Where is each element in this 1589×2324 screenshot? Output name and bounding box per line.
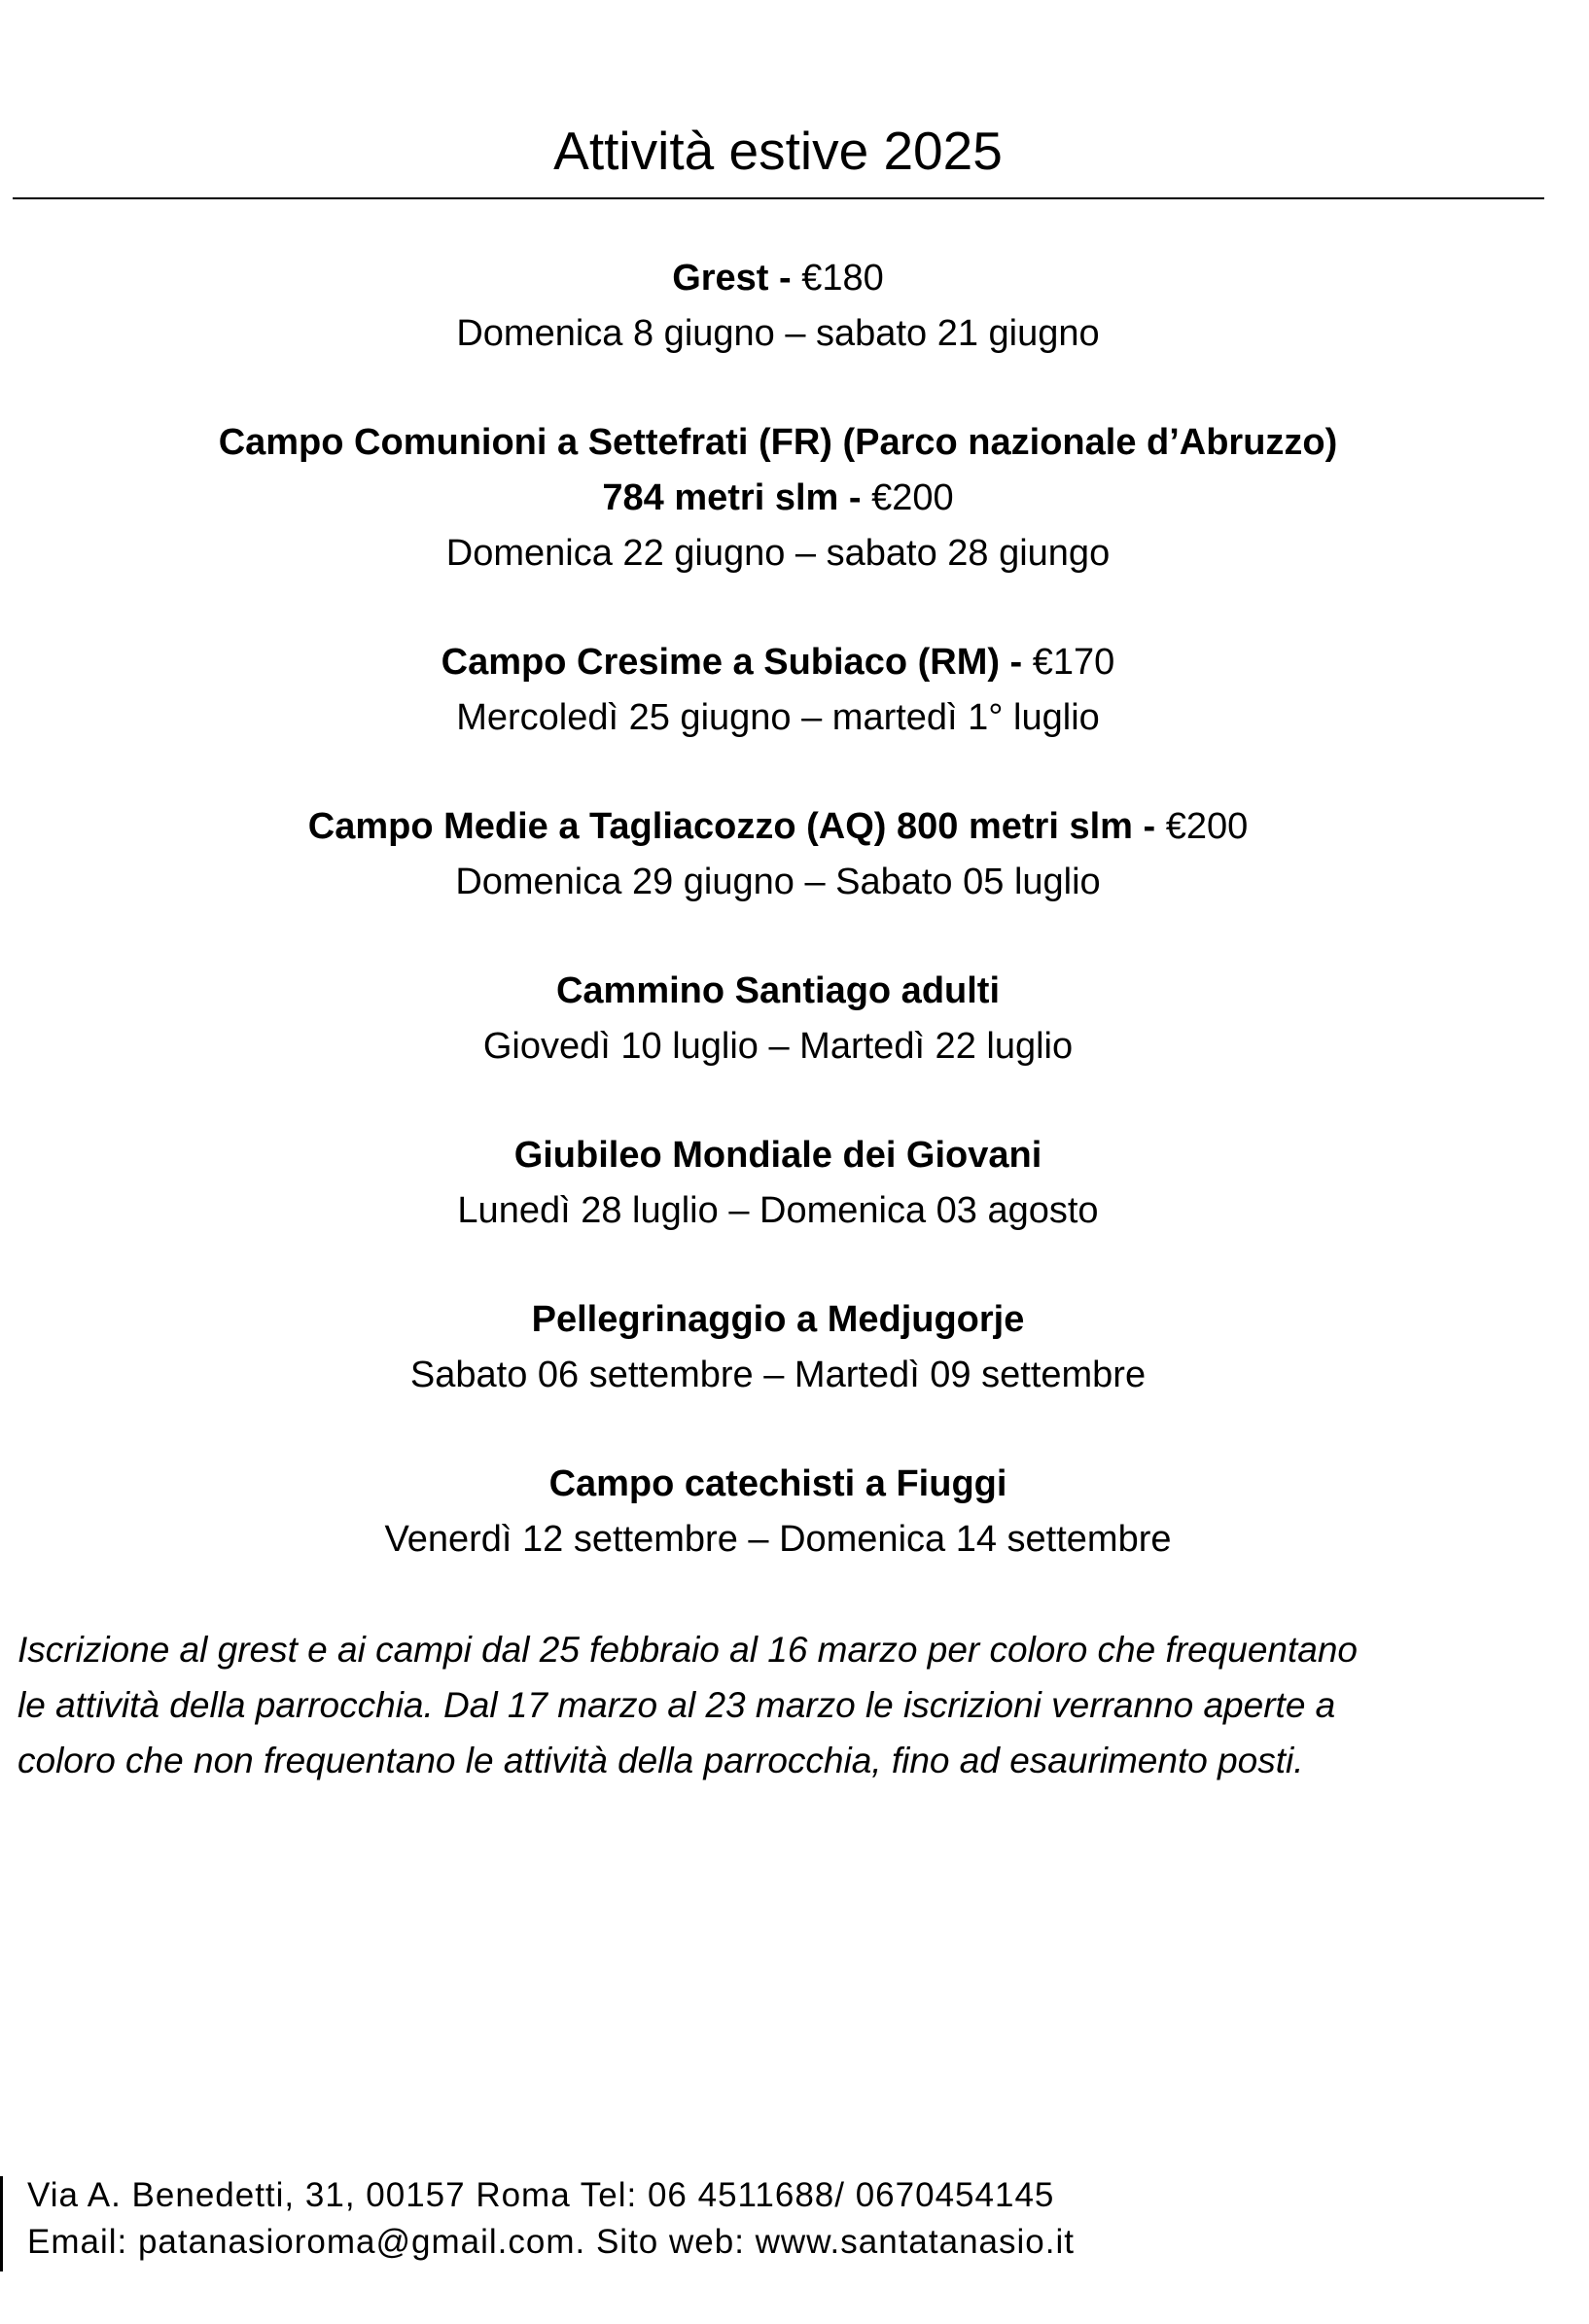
activity-dates: Giovedì 10 luglio – Martedì 22 luglio [482, 1026, 1074, 1067]
activity-price: €200 [871, 477, 954, 518]
footer-contact: Email: patanasioroma@gmail.com. Sito web: www.santatanasio.it [27, 2223, 1075, 2261]
notice-line: Iscrizione al grest e ai campi dal 25 febbraio al 16 marzo per coloro che frequentano [18, 1630, 1358, 1670]
activity-dates: Sabato 06 settembre – Martedì 09 settembre [409, 1355, 1147, 1395]
activity-name: Campo Medie a Tagliacozzo (AQ) 800 metri slm [307, 806, 1133, 847]
activity-altitude: 784 metri slm [602, 477, 839, 518]
activity-price: €170 [1032, 642, 1115, 683]
activity-price: €180 [801, 258, 884, 299]
activity-dates: Mercoledì 25 giugno – martedì 1° luglio [456, 697, 1100, 738]
title-divider [13, 197, 1544, 199]
footer-divider [0, 2176, 3, 2271]
activity-heading [0, 635, 1556, 690]
activity-campo-comunioni [0, 415, 1556, 581]
footer-address: Via A. Benedetti, 31, 00157 Roma Tel: 06 4511688/ 0670454145 [27, 2176, 1055, 2214]
price-separator: - [768, 258, 802, 299]
activity-dates: Venerdì 12 settembre – Domenica 14 settembre [384, 1519, 1172, 1560]
activity-name: Grest [672, 258, 769, 299]
activity-list [0, 251, 1556, 1621]
activity-name: Campo Cresime a Subiaco (RM) [441, 642, 1000, 683]
activity-heading [0, 471, 1556, 526]
registration-notice [18, 1622, 1549, 1788]
activity-campo-medie [0, 799, 1556, 910]
page-title: Attività estive 2025 [553, 121, 1003, 181]
activity-heading [0, 251, 1556, 306]
activity-grest [0, 251, 1556, 362]
activity-name: Pellegrinaggio a Medjugorje [531, 1299, 1025, 1340]
activity-name: Giubileo Mondiale dei Giovani [513, 1135, 1042, 1176]
activity-dates: Domenica 8 giugno – sabato 21 giugno [456, 313, 1100, 354]
footer [0, 2172, 1264, 2289]
notice-line: le attività della parrocchia. Dal 17 marzo al 23 marzo le iscrizioni verranno aperte a [18, 1685, 1336, 1725]
activity-heading [0, 799, 1556, 855]
price-separator: - [1132, 806, 1166, 847]
activity-name: Cammino Santiago adulti [555, 970, 1001, 1011]
activity-cammino-santiago [0, 964, 1556, 1074]
activity-medjugorje [0, 1292, 1556, 1403]
price-separator: - [838, 477, 872, 518]
activity-campo-cresime [0, 635, 1556, 746]
activity-campo-catechisti [0, 1457, 1556, 1567]
activity-price: €200 [1165, 806, 1249, 847]
activity-giubileo [0, 1128, 1556, 1239]
activity-name: Campo catechisti a Fiuggi [548, 1463, 1007, 1504]
activity-dates: Domenica 22 giugno – sabato 28 giungo [445, 533, 1111, 574]
notice-line: coloro che non frequentano le attività della parrocchia, fino ad esaurimento posti. [18, 1741, 1304, 1780]
price-separator: - [1000, 642, 1033, 683]
activity-dates: Domenica 29 giugno – Sabato 05 luglio [455, 862, 1101, 902]
activity-dates: Lunedì 28 luglio – Domenica 03 agosto [457, 1190, 1099, 1231]
activity-name: Campo Comunioni a Settefrati (FR) (Parco nazionale d’Abruzzo) [218, 422, 1338, 463]
